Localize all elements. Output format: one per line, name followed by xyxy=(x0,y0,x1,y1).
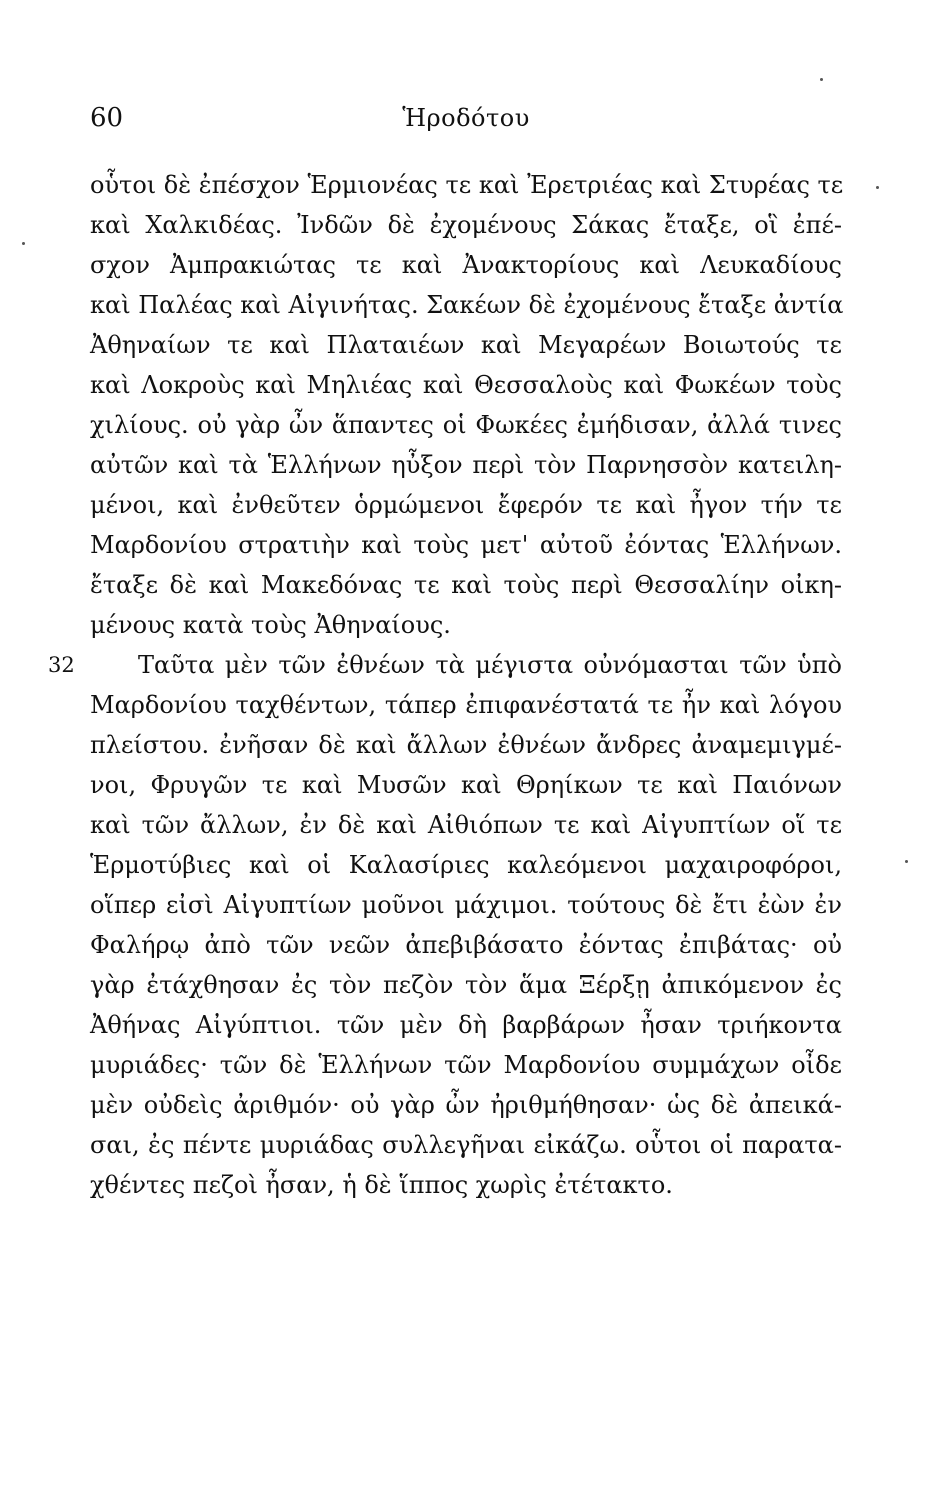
body-text xyxy=(48,165,844,1205)
text-line: μένοι, καὶ ἐνθεῦτεν ὁρμώμενοι ἔφερόν τε καὶ ἦγον τήν τε xyxy=(90,491,842,519)
text-line: σχον Ἀμπρακιώτας τε καὶ Ἀνακτορίους καὶ Λευκαδίους xyxy=(90,251,842,279)
text-line: Ἑρμοτύβιες καὶ οἱ Καλασίριες καλεόμενοι μαχαιροφόροι, xyxy=(90,851,842,879)
text-line: χθέντες πεζοὶ ἦσαν, ἡ δὲ ἵππος χωρὶς ἐτέτακτο. xyxy=(90,1171,673,1199)
text-line: Ἀθήνας Αἰγύπτιοι. τῶν μὲν δὴ βαρβάρων ἦσαν τριήκοντα xyxy=(90,1011,842,1039)
text-line: Φαλήρῳ ἀπὸ τῶν νεῶν ἀπεβιβάσατο ἐόντας ἐπιβάτας· οὐ xyxy=(90,931,842,959)
text-line: σαι, ἐς πέντε μυριάδας συλλεγῆναι εἰκάζω. οὗτοι οἱ παρατα- xyxy=(90,1131,842,1159)
text-line: ἔταξε δὲ καὶ Μακεδόνας τε καὶ τοὺς περὶ Θεσσαλίην οἰκη- xyxy=(90,571,842,599)
section-number: 32 xyxy=(48,653,75,677)
text-line: Ἀθηναίων τε καὶ Πλαταιέων καὶ Μεγαρέων Βοιωτούς τε xyxy=(90,331,842,359)
text-line: Μαρδονίου στρατιὴν καὶ τοὺς μετ' αὐτοῦ ἐόντας Ἑλλήνων. xyxy=(90,531,842,559)
text-line: μὲν οὐδεὶς ἀριθμόν· οὐ γὰρ ὦν ἠριθμήθησαν· ὡς δὲ ἀπεικά- xyxy=(90,1091,842,1119)
text-line: νοι, Φρυγῶν τε καὶ Μυσῶν καὶ Θρηίκων τε καὶ Παιόνων xyxy=(90,771,842,799)
text-line: μυριάδες· τῶν δὲ Ἑλλήνων τῶν Μαρδονίου συμμάχων οἶδε xyxy=(90,1051,842,1079)
print-speck xyxy=(820,78,823,81)
text-line: οἵπερ εἰσὶ Αἰγυπτίων μοῦνοι μάχιμοι. τούτους δὲ ἔτι ἐὼν ἐν xyxy=(90,891,842,919)
section-32-first-line xyxy=(48,645,842,685)
text-line: καὶ Παλέας καὶ Αἰγινήτας. Σακέων δὲ ἐχομένους ἔταξε ἀντία xyxy=(90,291,844,319)
text-line: χιλίους. οὐ γὰρ ὦν ἅπαντες οἱ Φωκέες ἐμήδισαν, ἀλλά τινες xyxy=(90,411,842,439)
text-line: αὐτῶν καὶ τὰ Ἑλλήνων ηὖξον περὶ τὸν Παρνησσὸν κατειλη- xyxy=(90,451,842,479)
text-line: γὰρ ἐτάχθησαν ἐς τὸν πεζὸν τὸν ἅμα Ξέρξῃ ἀπικόμενον ἐς xyxy=(90,971,842,999)
text-line: οὗτοι δὲ ἐπέσχον Ἑρμιονέας τε καὶ Ἐρετριέας καὶ Στυρέας τε xyxy=(90,171,844,199)
print-speck xyxy=(876,186,879,189)
running-head xyxy=(90,98,842,138)
text-line: καὶ Λοκροὺς καὶ Μηλιέας καὶ Θεσσαλοὺς καὶ Φωκέων τοὺς xyxy=(90,371,842,399)
page-number: 60 xyxy=(90,103,124,133)
page-header-title: Ἡροδότου xyxy=(402,104,530,132)
text-line: πλείστου. ἐνῆσαν δὲ καὶ ἄλλων ἐθνέων ἄνδρες ἀναμεμιγμέ- xyxy=(90,731,842,759)
text-line: μένους κατὰ τοὺς Ἀθηναίους. xyxy=(90,611,451,639)
print-speck xyxy=(22,242,25,245)
print-speck xyxy=(905,860,908,863)
text-line: Ταῦτα μὲν τῶν ἐθνέων τὰ μέγιστα οὐνόμασται τῶν ὑπὸ xyxy=(138,651,842,679)
text-line: Μαρδονίου ταχθέντων, τάπερ ἐπιφανέστατά τε ἦν καὶ λόγου xyxy=(90,691,842,719)
text-line: καὶ Χαλκιδέας. Ἰνδῶν δὲ ἐχομένους Σάκας ἔταξε, οἳ ἐπέ- xyxy=(90,211,842,239)
text-line: καὶ τῶν ἄλλων, ἐν δὲ καὶ Αἰθιόπων τε καὶ Αἰγυπτίων οἵ τε xyxy=(90,811,842,839)
